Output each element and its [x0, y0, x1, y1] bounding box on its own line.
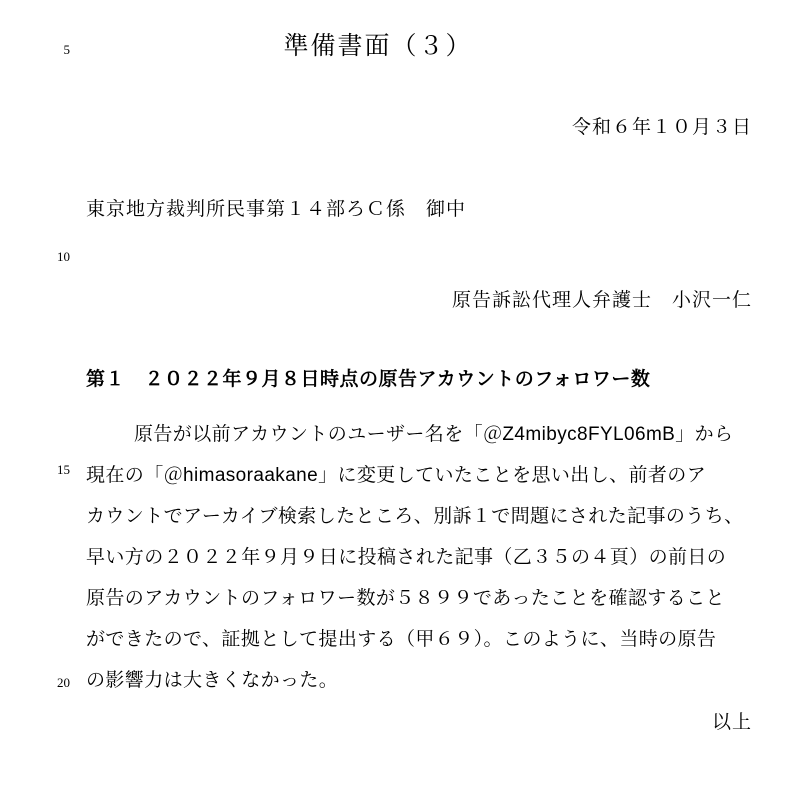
line-number: 10: [57, 249, 70, 264]
page-title: 準備書面（３）: [283, 32, 473, 60]
document-body: [78, 0, 758, 785]
line-number: 15: [57, 462, 70, 477]
line-number: 5: [63, 42, 70, 57]
court-addressee: 東京地方裁判所民事第１４部ろＣ係 御中: [86, 199, 467, 220]
body-line: ができたので、証拠として提出する（甲６９）。このように、当時の原告: [86, 629, 717, 650]
body-line: カウントでアーカイブ検索したところ、別訴１で問題にされた記事のうち、: [86, 506, 744, 527]
body-line: の影響力は大きくなかった。: [86, 670, 339, 691]
closing-mark: 以上: [711, 712, 752, 733]
body-paragraph: [86, 414, 758, 701]
line-number-gutter: [0, 0, 78, 785]
document-date: 令和６年１０月３日: [571, 117, 752, 138]
body-line: 現在の「＠himasoraakane」に変更していたことを思い出し、前者のア: [86, 465, 707, 486]
attorney-signature: 原告訴訟代理人弁護士 小沢一仁: [451, 290, 752, 311]
body-line: 早い方の２０２２年９月９日に投稿された記事（乙３５の４頁）の前日の: [86, 547, 727, 568]
body-line: 原告が以前アカウントのユーザー名を「＠Z4mibyc8FYL06mB」から: [134, 424, 734, 445]
line-number: 20: [57, 675, 70, 690]
body-line: 原告のアカウントのフォロワー数が５８９９であったことを確認すること: [86, 588, 725, 609]
section-heading: 第１ ２０２２年９月８日時点の原告アカウントのフォロワー数: [86, 369, 651, 390]
